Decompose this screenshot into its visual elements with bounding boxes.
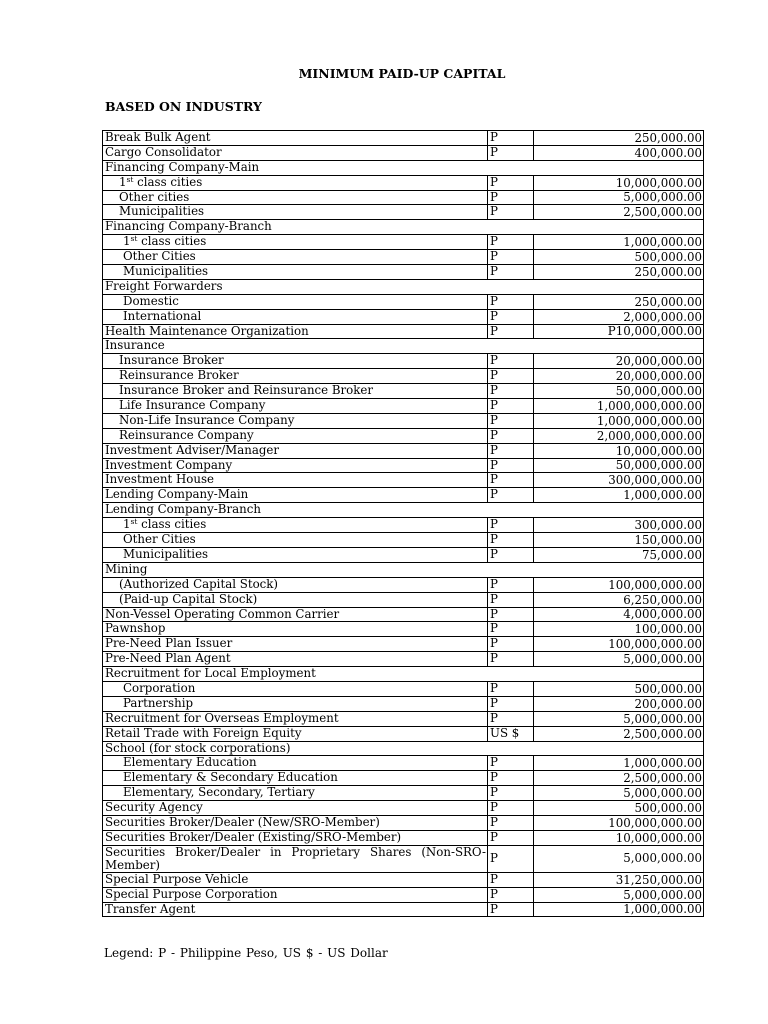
table-row: [103, 681, 704, 696]
amount-cell: 1,000,000.00: [534, 902, 704, 917]
document-title: MINIMUM PAID-UP CAPITAL: [298, 66, 506, 81]
industry-name: Investment Adviser/Manager: [103, 443, 488, 458]
currency-cell: P: [488, 547, 534, 562]
table-row: [103, 503, 704, 518]
currency-cell: P: [488, 399, 534, 414]
amount-cell: 100,000.00: [534, 622, 704, 637]
currency-cell: P: [488, 413, 534, 428]
industry-name: Freight Forwarders: [103, 279, 704, 294]
amount-cell: 500,000.00: [534, 801, 704, 816]
table-row: [103, 830, 704, 845]
table-row: [103, 145, 704, 160]
table-row: [103, 801, 704, 816]
currency-cell: P: [488, 607, 534, 622]
amount-cell: 100,000,000.00: [534, 815, 704, 830]
table-row: [103, 309, 704, 324]
table-row: [103, 443, 704, 458]
currency-cell: P: [488, 681, 534, 696]
currency-cell: US $: [488, 726, 534, 741]
currency-cell: P: [488, 577, 534, 592]
table-row: [103, 190, 704, 205]
ordinal-suffix: st: [126, 175, 134, 184]
table-row: [103, 756, 704, 771]
industry-name: [103, 175, 488, 190]
amount-cell: 5,000,000.00: [534, 887, 704, 902]
industry-name: Financing Company-Main: [103, 160, 704, 175]
currency-cell: P: [488, 533, 534, 548]
table-row: [103, 815, 704, 830]
amount-cell: 1,000,000,000.00: [534, 413, 704, 428]
amount-cell: 300,000,000.00: [534, 473, 704, 488]
amount-cell: 10,000,000.00: [534, 830, 704, 845]
currency-cell: P: [488, 711, 534, 726]
table-row: [103, 696, 704, 711]
legend: Legend: P - Philippine Peso, US $ - US Dollar: [104, 946, 388, 960]
table-row: [103, 354, 704, 369]
table-row: [103, 786, 704, 801]
currency-cell: P: [488, 902, 534, 917]
currency-cell: P: [488, 637, 534, 652]
currency-cell: P: [488, 473, 534, 488]
table-row: [103, 294, 704, 309]
table-row: [103, 577, 704, 592]
amount-cell: 20,000,000.00: [534, 369, 704, 384]
industry-name: (Paid-up Capital Stock): [103, 592, 488, 607]
table-row: [103, 205, 704, 220]
ordinal-suffix: st: [130, 517, 138, 527]
currency-cell: P: [488, 205, 534, 220]
amount-cell: 500,000.00: [534, 250, 704, 265]
amount-cell: 6,250,000.00: [534, 592, 704, 607]
industry-name: Security Agency: [103, 801, 488, 816]
capital-table: [102, 130, 704, 917]
currency-cell: P: [488, 786, 534, 801]
currency-cell: P: [488, 887, 534, 902]
currency-cell: P: [488, 771, 534, 786]
amount-cell: 2,500,000.00: [534, 205, 704, 220]
currency-cell: P: [488, 458, 534, 473]
industry-name: Partnership: [103, 696, 488, 711]
industry-name: Elementary, Secondary, Tertiary: [103, 786, 488, 801]
table-row: [103, 637, 704, 652]
industry-name: International: [103, 309, 488, 324]
table-row: [103, 711, 704, 726]
table-row: [103, 324, 704, 339]
table-row: [103, 845, 704, 872]
ordinal-number: 1: [123, 517, 131, 532]
currency-cell: P: [488, 652, 534, 667]
currency-cell: P: [488, 518, 534, 533]
industry-name: Transfer Agent: [103, 902, 488, 917]
amount-cell: 400,000.00: [534, 145, 704, 160]
table-row: [103, 592, 704, 607]
industry-name: Insurance: [103, 339, 704, 354]
table-row: [103, 607, 704, 622]
amount-cell: 1,000,000.00: [534, 756, 704, 771]
industry-name: Elementary Education: [103, 756, 488, 771]
amount-cell: 2,500,000.00: [534, 771, 704, 786]
industry-name: Other cities: [103, 190, 488, 205]
table-row: [103, 279, 704, 294]
table-row: [103, 369, 704, 384]
industry-name: Securities Broker/Dealer in Proprietary Shares (Non-SRO-Member): [103, 845, 488, 872]
industry-name: Mining: [103, 562, 704, 577]
table-row: [103, 667, 704, 682]
amount-cell: 2,500,000.00: [534, 726, 704, 741]
currency-cell: P: [488, 801, 534, 816]
industry-name: [103, 518, 488, 533]
industry-name: Lending Company-Branch: [103, 503, 704, 518]
industry-name: Securities Broker/Dealer (New/SRO-Member): [103, 815, 488, 830]
amount-cell: 2,000,000.00: [534, 309, 704, 324]
amount-cell: 500,000.00: [534, 681, 704, 696]
table-row: [103, 622, 704, 637]
table-row: [103, 562, 704, 577]
currency-cell: P: [488, 845, 534, 872]
industry-name: Municipalities: [103, 547, 488, 562]
amount-cell: 250,000.00: [534, 265, 704, 280]
amount-cell: P10,000,000.00: [534, 324, 704, 339]
industry-name: Municipalities: [103, 265, 488, 280]
industry-name: Non-Life Insurance Company: [103, 413, 488, 428]
industry-name: Cargo Consolidator: [103, 145, 488, 160]
industry-name: Investment Company: [103, 458, 488, 473]
amount-cell: 20,000,000.00: [534, 354, 704, 369]
industry-name: Health Maintenance Organization: [103, 324, 488, 339]
industry-name: Life Insurance Company: [103, 399, 488, 414]
currency-cell: P: [488, 324, 534, 339]
currency-cell: P: [488, 428, 534, 443]
industry-name: Pre-Need Plan Agent: [103, 652, 488, 667]
industry-name: Corporation: [103, 681, 488, 696]
table-row: [103, 518, 704, 533]
table-row: [103, 547, 704, 562]
currency-cell: P: [488, 592, 534, 607]
industry-label: class cities: [133, 175, 203, 189]
table-row: [103, 652, 704, 667]
table-row: [103, 488, 704, 503]
amount-cell: 250,000.00: [534, 294, 704, 309]
industry-name: Reinsurance Company: [103, 428, 488, 443]
table-row: [103, 902, 704, 917]
table-row: [103, 428, 704, 443]
industry-name: Special Purpose Vehicle: [103, 872, 488, 887]
currency-cell: P: [488, 354, 534, 369]
amount-cell: 31,250,000.00: [534, 872, 704, 887]
industry-name: Municipalities: [103, 205, 488, 220]
table-row: [103, 235, 704, 250]
industry-name: Recruitment for Overseas Employment: [103, 711, 488, 726]
amount-cell: 300,000.00: [534, 518, 704, 533]
currency-cell: P: [488, 830, 534, 845]
amount-cell: 100,000,000.00: [534, 637, 704, 652]
amount-cell: 10,000,000.00: [534, 443, 704, 458]
table-row: [103, 175, 704, 190]
industry-name: Financing Company-Branch: [103, 220, 704, 235]
table-row: [103, 220, 704, 235]
ordinal-number: 1: [123, 234, 131, 249]
section-heading: BASED ON INDUSTRY: [105, 99, 262, 114]
industry-name: Securities Broker/Dealer (Existing/SRO-Member): [103, 830, 488, 845]
table-row: [103, 872, 704, 887]
industry-label: class cities: [137, 517, 207, 532]
amount-cell: 5,000,000.00: [534, 652, 704, 667]
industry-name: Reinsurance Broker: [103, 369, 488, 384]
industry-name: Pre-Need Plan Issuer: [103, 637, 488, 652]
amount-cell: 5,000,000.00: [534, 190, 704, 205]
industry-name: Non-Vessel Operating Common Carrier: [103, 607, 488, 622]
currency-cell: P: [488, 443, 534, 458]
ordinal-number: 1: [119, 175, 127, 189]
table-row: [103, 339, 704, 354]
capital-table-body: [103, 131, 704, 917]
industry-name: Other Cities: [103, 250, 488, 265]
industry-label: class cities: [137, 234, 207, 249]
currency-cell: P: [488, 309, 534, 324]
industry-name: Pawnshop: [103, 622, 488, 637]
industry-name: School (for stock corporations): [103, 741, 704, 756]
currency-cell: P: [488, 488, 534, 503]
table-row: [103, 384, 704, 399]
table-row: [103, 887, 704, 902]
amount-cell: 1,000,000,000.00: [534, 399, 704, 414]
amount-cell: 5,000,000.00: [534, 786, 704, 801]
industry-name: [103, 235, 488, 250]
industry-name: Elementary & Secondary Education: [103, 771, 488, 786]
currency-cell: P: [488, 872, 534, 887]
industry-name: (Authorized Capital Stock): [103, 577, 488, 592]
amount-cell: 5,000,000.00: [534, 845, 704, 872]
currency-cell: P: [488, 190, 534, 205]
table-row: [103, 413, 704, 428]
currency-cell: P: [488, 145, 534, 160]
currency-cell: P: [488, 175, 534, 190]
ordinal-suffix: st: [130, 234, 138, 244]
amount-cell: 200,000.00: [534, 696, 704, 711]
table-row: [103, 458, 704, 473]
industry-name: Retail Trade with Foreign Equity: [103, 726, 488, 741]
currency-cell: P: [488, 756, 534, 771]
industry-name: Other Cities: [103, 533, 488, 548]
currency-cell: P: [488, 265, 534, 280]
amount-cell: 5,000,000.00: [534, 711, 704, 726]
table-row: [103, 726, 704, 741]
currency-cell: P: [488, 384, 534, 399]
industry-name: Lending Company-Main: [103, 488, 488, 503]
amount-cell: 2,000,000,000.00: [534, 428, 704, 443]
industry-name: Special Purpose Corporation: [103, 887, 488, 902]
currency-cell: P: [488, 696, 534, 711]
amount-cell: 1,000,000.00: [534, 235, 704, 250]
currency-cell: P: [488, 294, 534, 309]
table-row: [103, 533, 704, 548]
amount-cell: 100,000,000.00: [534, 577, 704, 592]
amount-cell: 50,000,000.00: [534, 384, 704, 399]
industry-name: Insurance Broker and Reinsurance Broker: [103, 384, 488, 399]
industry-name: Domestic: [103, 294, 488, 309]
table-row: [103, 771, 704, 786]
currency-cell: P: [488, 622, 534, 637]
currency-cell: P: [488, 369, 534, 384]
table-row: [103, 131, 704, 146]
table-row: [103, 741, 704, 756]
amount-cell: 150,000.00: [534, 533, 704, 548]
amount-cell: 50,000,000.00: [534, 458, 704, 473]
amount-cell: 1,000,000.00: [534, 488, 704, 503]
table-row: [103, 473, 704, 488]
amount-cell: 10,000,000.00: [534, 175, 704, 190]
table-row: [103, 160, 704, 175]
currency-cell: P: [488, 235, 534, 250]
industry-name: Investment House: [103, 473, 488, 488]
table-row: [103, 250, 704, 265]
industry-name: Recruitment for Local Employment: [103, 667, 704, 682]
currency-cell: P: [488, 815, 534, 830]
amount-cell: 75,000.00: [534, 547, 704, 562]
amount-cell: 4,000,000.00: [534, 607, 704, 622]
table-row: [103, 265, 704, 280]
industry-name: Insurance Broker: [103, 354, 488, 369]
table-row: [103, 399, 704, 414]
amount-cell: 250,000.00: [534, 131, 704, 146]
industry-name: Break Bulk Agent: [103, 131, 488, 146]
currency-cell: P: [488, 250, 534, 265]
currency-cell: P: [488, 131, 534, 146]
